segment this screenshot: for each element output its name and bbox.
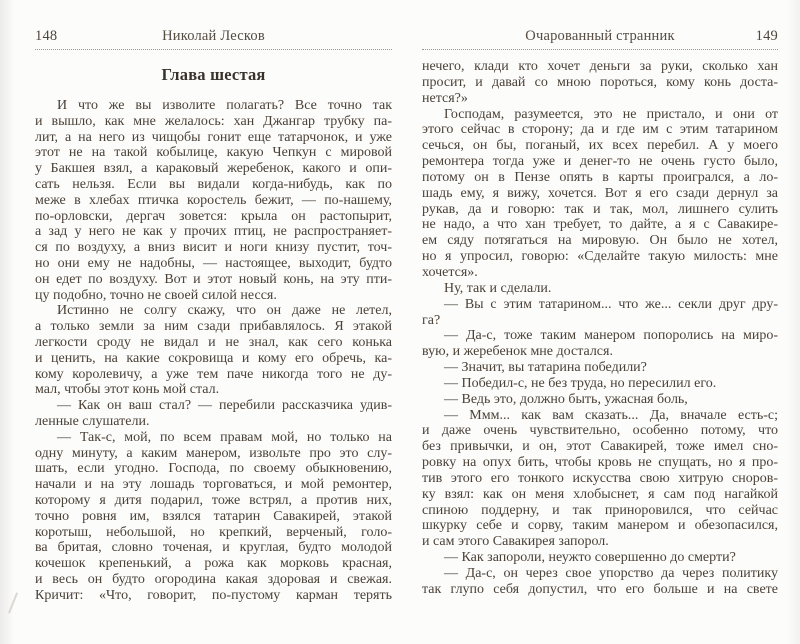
text-line: он едет по воздуху. Вот и этот новый конь, на эту пти- <box>35 271 392 287</box>
text-line: меже в хлебах птичка коростель бежит, — по-нашему, <box>35 192 392 208</box>
text-line: ремонтера тогда уже и денег-то не очень густо было, <box>422 154 778 170</box>
text-line: просит, и давай со мною пороться, кому конь доста- <box>422 74 778 90</box>
text-line: шадь ему, я вижу, хочется. Вот я его сзади дернул за <box>422 185 778 201</box>
text-line: ку взял: как он меня хлобыснет, я сам под нагайкой <box>422 486 778 502</box>
text-line: кому королевичу, а уже тем паче никогда того не ду- <box>35 366 392 382</box>
text-line: хочется». <box>422 264 478 280</box>
text-line: Истинно не солгу скажу, что он даже не летел, <box>57 303 392 319</box>
right-running-header <box>422 28 778 50</box>
text-line: сечься, он бы, поганый, их всех перебил. А у моего <box>422 138 778 154</box>
text-line: легкости сроду не видал и не знал, как сего конька <box>35 334 392 350</box>
corner-mark <box>8 592 18 613</box>
text-line: потому он в Пензе опять в карты проигрался, а ло- <box>422 169 778 185</box>
text-line: и даже очень чувствительно, особенно потому, что <box>422 423 778 439</box>
text-line: шкурку себе и сорву, таким манером и обезопасился, <box>422 518 778 534</box>
text-line: кочешок крепенький, а рожа как морковь красная, <box>35 556 392 572</box>
text-line: а только земли за ним сзади прибавлялось. Я этакой <box>35 319 392 335</box>
text-line: Ну, так и сделали. <box>444 280 552 296</box>
right-page-text <box>422 59 778 598</box>
text-line: Кричит: «Что, говорит, по-пустому карман терять <box>35 587 392 603</box>
text-line: этого сейчас в сторону; да и где им с этим татарином <box>422 122 778 138</box>
text-line: га? <box>422 312 441 328</box>
text-line: — Как запороли, неужто совершенно до смерти? <box>444 550 736 566</box>
text-line: нется?» <box>422 90 468 106</box>
right-page <box>422 28 778 598</box>
text-line: ся по воздуху, а вниз висит и ноги книзу пустит, точ- <box>35 240 392 256</box>
text-line: ем сяду потягаться на мировую. Он было не хотел, <box>422 233 778 249</box>
text-line: нечего, клади кто хочет деньги за руки, сколько хан <box>422 59 778 74</box>
running-header-author: Николай Лесков <box>162 28 265 44</box>
text-line: но я упросил, говорю: «Сделайте такую милость: мне <box>422 249 778 265</box>
page-number-left: 148 <box>35 28 58 44</box>
text-line: ва бритая, словно точеная, и круглая, будто молодой <box>35 540 392 556</box>
text-line: так глупо себя допустил, что его больше и на свете <box>422 581 778 597</box>
text-line: мал, чтобы этот конь мой стал. <box>35 382 220 398</box>
text-line: по-орловски, дергач зовется: крыла он растопырит, <box>35 208 392 224</box>
text-line: этот не на такой кобылице, какую Чепкун с мировой <box>35 145 392 161</box>
text-line: — Значит, вы татарина победили? <box>444 360 647 376</box>
text-line: — Как он ваш стал? — перебили рассказчика удив- <box>57 398 392 414</box>
text-line: И что же вы изволите полагать? Все точно так <box>57 98 392 113</box>
text-line: лит, а на него из чищобы гонит еще татарчонок, и уже <box>35 129 392 145</box>
text-line: вую, и жеребенок мне достался. <box>422 344 613 360</box>
text-line: ровку на опух бить, чтобы кровь не спущать, но я про- <box>422 455 778 471</box>
text-line: шать, если угодно. Господа, по своему обыкновению, <box>35 461 392 477</box>
text-line: тив этого его тонкого искусства свою хитрую сноров- <box>422 470 778 486</box>
text-line: у Бакшея взял, а караковый жеребенок, какого и опи- <box>35 161 392 177</box>
text-line: ленные слушатели. <box>35 413 150 429</box>
text-line: — Да-с, тоже таким манером попоролись на миро- <box>444 328 778 344</box>
text-line: и ценить, на какие сокровища и кому его обречь, ка- <box>35 350 392 366</box>
text-line: точно ровня им, взялся татарин Савакирей, этакой <box>35 508 392 524</box>
text-line: — Победил-с, не без труда, но пересилил его. <box>444 375 717 391</box>
text-line: и вышло, как мне желалось: хан Джангар трубку па- <box>35 113 392 129</box>
running-header-book-title: Очарованный странник <box>525 28 675 44</box>
left-page-text <box>35 98 392 604</box>
chapter-heading: Глава шестая <box>161 65 266 84</box>
text-line: сать нельзя. Если вы видали когда-нибудь, как по <box>35 176 392 192</box>
text-line: которому я дитя подарил, тоже встрял, а против них, <box>35 492 392 508</box>
text-line: цу подобно, точно не своей силой несся. <box>35 287 277 303</box>
page-edge-shadow-right <box>786 0 800 644</box>
text-line: одну минуту, а каким манером, извольте про это слу- <box>35 445 392 461</box>
left-page <box>35 28 392 604</box>
text-line: а зад у него не как у прочих птиц, не распространяет- <box>35 224 392 240</box>
text-line: без привычки, и он, этот Савакирей, тоже имел сно- <box>422 439 778 455</box>
text-line: и сам этого Савакирея запорол. <box>422 534 609 550</box>
text-line: Господам, разумеется, это не пристало, и они от <box>444 106 778 122</box>
text-line: начали и на эту лошадь торговаться, и мой ремонтер, <box>35 477 392 493</box>
text-line: — Вы с этим татарином... что же... секли друг дру- <box>444 296 778 312</box>
left-running-header <box>35 28 392 50</box>
text-line: — Да-с, он через свое упорство да через политику <box>444 566 778 581</box>
page-number-right: 149 <box>755 28 778 44</box>
text-line: коротыш, небольшой, но крепкий, верченый, голо- <box>35 524 392 540</box>
page-edge-shadow-left <box>0 0 14 644</box>
text-line: — Так-с, мой, по всем правам мой, но только на <box>57 429 392 445</box>
text-line: — Ведь это, должно быть, ужасная боль, <box>444 391 688 407</box>
text-line: и весь он будто огородина какая здоровая и свежая. <box>35 571 392 587</box>
text-line: не надо, а что хан требует, то дайте, а я с Савакире- <box>422 217 778 233</box>
text-line: но они ему не надобны, — настоящее, выходит, будто <box>35 255 392 271</box>
text-line: спиною поддерну, и так приноровился, что сейчас <box>422 502 778 518</box>
text-line: рукав, да и говорю: так и так, мол, лишнего сулить <box>422 201 778 217</box>
text-line: — Ммм... как вам сказать... Да, вначале есть-с; <box>444 407 778 423</box>
